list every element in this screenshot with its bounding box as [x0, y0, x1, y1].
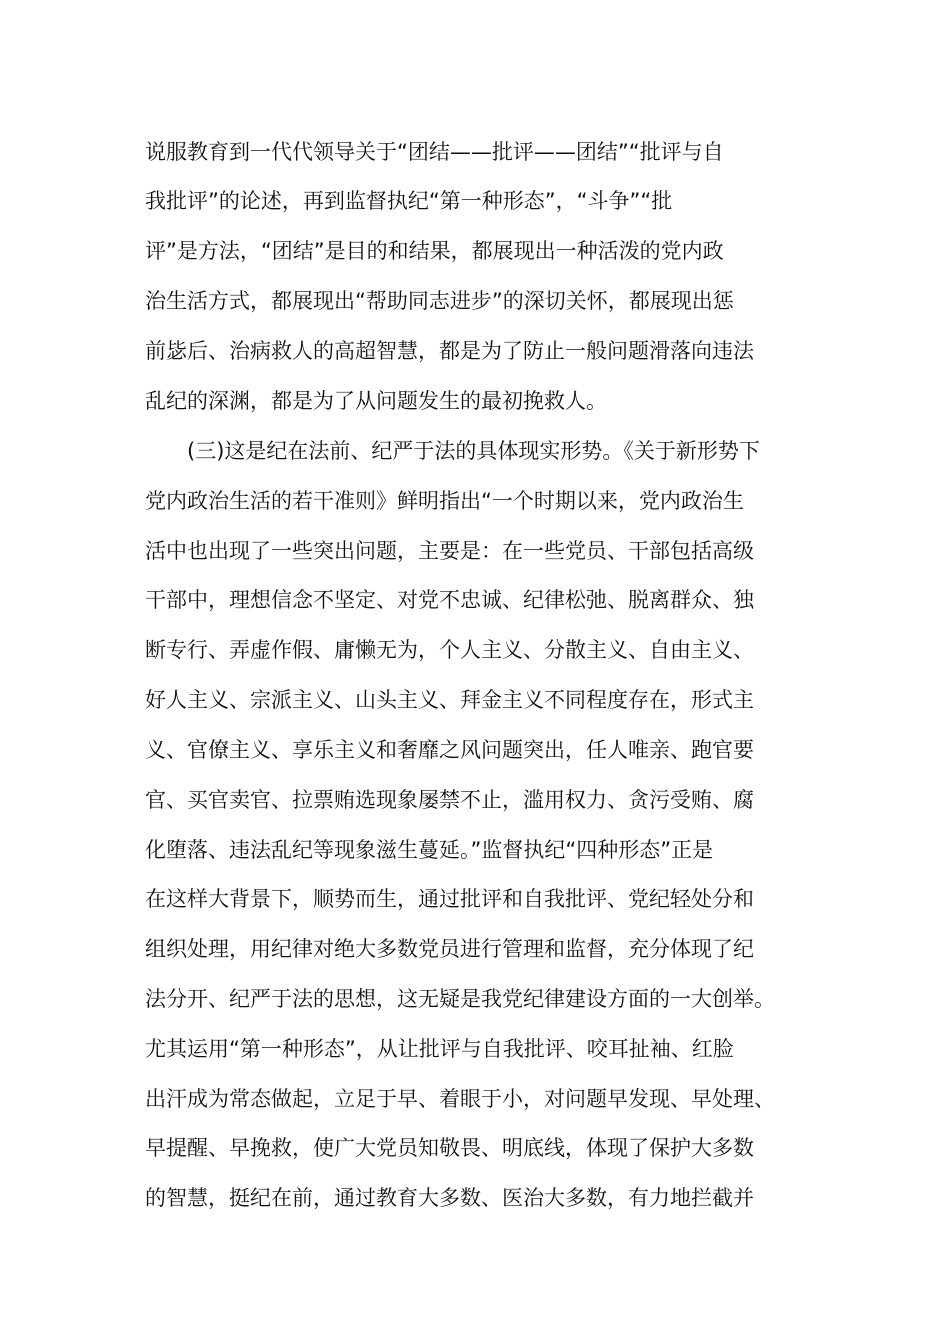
text-line: 断专行、弄虚作假、庸懒无为，个人主义、分散主义、自由主义、 [145, 638, 754, 662]
text-line: 党内政治生活的若干准则》鲜明指出“一个时期以来，党内政治生 [145, 489, 744, 513]
text-line: 化堕落、违法乱纪等现象滋生蔓延。”监督执纪“四种形态”正是 [145, 838, 714, 862]
text-line: 官、买官卖官、拉票贿选现象屡禁不止，滥用权力、贪污受贿、腐 [145, 788, 754, 812]
text-line: 说服教育到一代代领导关于“团结——批评——团结”“批评与自 [145, 140, 724, 164]
text-line: 评”是方法，“团结”是目的和结果，都展现出一种活泼的党内政 [145, 239, 724, 263]
text-line: 干部中，理想信念不坚定、对党不忠诚、纪律松弛、脱离群众、独 [145, 588, 754, 612]
text-line: 法分开、纪严于法的思想，这无疑是我党纪律建设方面的一大创举。 [145, 987, 775, 1011]
text-line: 我批评”的论述，再到监督执纪“第一种形态”，“斗争”“批 [145, 189, 673, 213]
text-line: 尤其运用“第一种形态”，从让批评与自我批评、咬耳扯袖、红脸 [145, 1037, 734, 1061]
text-line: 治生活方式，都展现出“帮助同志进步”的深切关怀，都展现出惩 [145, 289, 734, 313]
text-line: 的智慧，挺纪在前，通过教育大多数、医治大多数，有力地拦截并 [145, 1186, 754, 1210]
text-line: 活中也出现了一些突出问题，主要是：在一些党员、干部包括高级 [145, 539, 754, 563]
text-line: 早提醒、早挽救，使广大党员知敬畏、明底线，体现了保护大多数 [145, 1136, 754, 1160]
text-line: 好人主义、宗派主义、山头主义、拜金主义不同程度存在，形式主 [145, 688, 754, 712]
text-line: 在这样大背景下，顺势而生，通过批评和自我批评、党纪轻处分和 [145, 887, 754, 911]
text-line: 出汗成为常态做起，立足于早、着眼于小，对问题早发现、早处理、 [145, 1087, 775, 1111]
text-line: 义、官僚主义、享乐主义和奢靡之风问题突出，任人唯亲、跑官要 [145, 738, 754, 762]
text-line: 组织处理，用纪律对绝大多数党员进行管理和监督，充分体现了纪 [145, 937, 754, 961]
paragraph-start-line: (三)这是纪在法前、纪严于法的具体现实形势。《关于新形势下 [187, 439, 760, 463]
text-line: 前毖后、治病救人的高超智慧，都是为了防止一般问题滑落向违法 [145, 339, 754, 363]
text-line: 乱纪的深渊，都是为了从问题发生的最初挽救人。 [145, 389, 607, 413]
